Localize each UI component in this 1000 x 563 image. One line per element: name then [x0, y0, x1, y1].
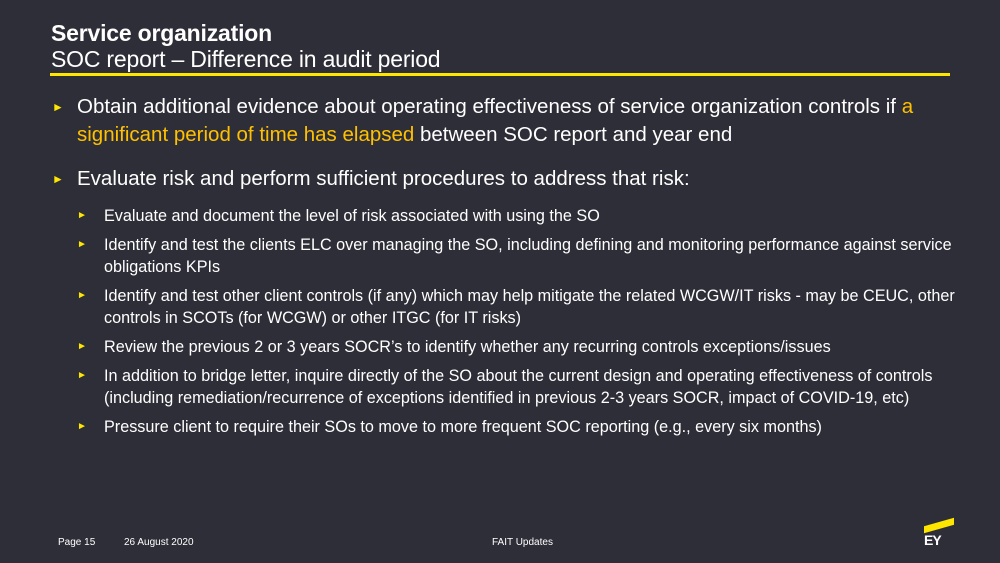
sub-bullet-text: Identify and test other client controls (if any) which may help mitigate the related WCGW/IT risks - may be CEUC, other controls in SCOTs (for WCGW) or other ITGC (for IT risks)	[104, 287, 955, 327]
sub-bullet-list	[77, 205, 957, 438]
slide-title: Service organization	[51, 20, 272, 46]
sub-bullet-item	[77, 365, 957, 409]
sub-bullet-item	[77, 336, 957, 358]
bullet-arrow-icon: ►	[77, 210, 87, 221]
sub-bullet-text: Evaluate and document the level of risk associated with using the SO	[104, 207, 600, 225]
bullet-arrow-icon: ►	[77, 421, 87, 432]
bullet-arrow-icon: ►	[77, 290, 87, 301]
sub-bullet-item	[77, 416, 957, 438]
bullet-text-part: Obtain additional evidence about operating effectiveness of service organization controls if	[77, 95, 902, 118]
sub-bullet-text: Identify and test the clients ELC over managing the SO, including defining and monitoring performance against service obligations KPIs	[104, 236, 952, 276]
sub-bullet-item	[77, 234, 957, 278]
footer-date: 26 August 2020	[124, 537, 194, 548]
bullet-arrow-icon: ►	[52, 172, 64, 186]
bullet-item	[52, 93, 957, 149]
sub-bullet-item	[77, 285, 957, 329]
highlighted-text: a significant period of time has elapsed	[77, 95, 914, 146]
page-number: Page 15	[58, 537, 96, 548]
bullet-arrow-icon: ►	[77, 239, 87, 250]
slide-subtitle: SOC report – Difference in audit period	[51, 46, 441, 72]
logo-text: EY	[924, 532, 941, 548]
slide-body	[52, 93, 957, 445]
title-block	[51, 20, 440, 72]
logo-beam-icon	[924, 518, 954, 534]
bullet-text	[77, 93, 957, 149]
sub-bullet-text: In addition to bridge letter, inquire directly of the SO about the current design and operating effectiveness of controls (including remediation/recurrence of exceptions identified in previous 2-3 years SOCR, impact of COVID-19, etc)	[104, 367, 933, 407]
ey-logo	[922, 518, 962, 550]
bullet-item	[52, 165, 957, 193]
bullet-text-part: between SOC report and year end	[414, 123, 733, 146]
bullet-arrow-icon: ►	[52, 100, 64, 114]
sub-bullet-text: Pressure client to require their SOs to move to more frequent SOC reporting (e.g., every six months)	[104, 418, 822, 436]
sub-bullet-text: Review the previous 2 or 3 years SOCR’s to identify whether any recurring controls exceptions/issues	[104, 338, 831, 356]
bullet-text: Evaluate risk and perform sufficient procedures to address that risk:	[77, 167, 690, 190]
bullet-arrow-icon: ►	[77, 341, 87, 352]
sub-bullet-item	[77, 205, 957, 227]
bullet-arrow-icon: ►	[77, 370, 87, 381]
footer-title: FAIT Updates	[492, 537, 553, 548]
title-divider	[50, 73, 950, 76]
